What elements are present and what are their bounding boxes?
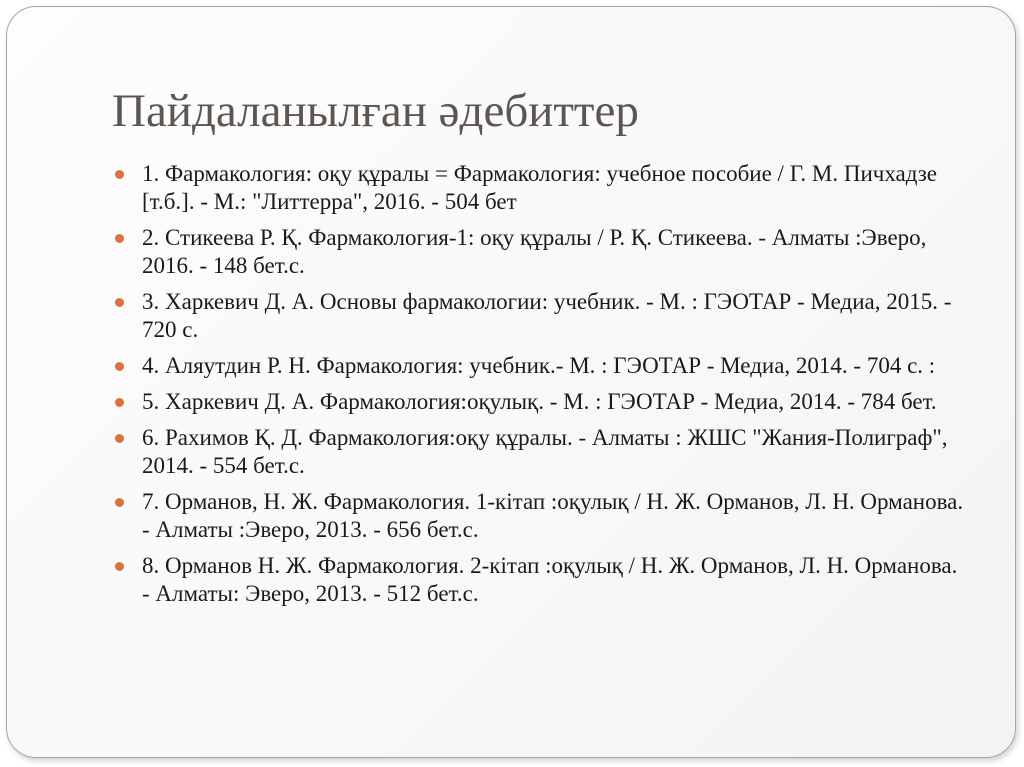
bullet-dot-icon: [115, 498, 124, 507]
reference-list: [108, 160, 968, 616]
reference-item-1: [108, 160, 968, 216]
reference-text: 1. Фармакология: оқу құралы = Фармакология: учебное пособие / Г. М. Пичхадзе [т.б.]. - М.: "Литтерра", 2016. - 504 бет: [142, 161, 938, 214]
bullet-dot-icon: [115, 362, 124, 371]
bullet-dot-icon: [115, 234, 124, 243]
reference-item-5: [108, 388, 968, 416]
reference-text: 8. Орманов Н. Ж. Фармакология. 2-кітап :оқулық / Н. Ж. Орманов, Л. Н. Орманова. - Алматы: Эверо, 2013. - 512 бет.с.: [142, 553, 958, 606]
reference-item-6: [108, 424, 968, 480]
reference-item-3: [108, 288, 968, 344]
bullet-dot-icon: [115, 170, 124, 179]
reference-text: 7. Орманов, Н. Ж. Фармакология. 1-кітап :оқулық / Н. Ж. Орманов, Л. Н. Орманова. - Алматы :Эверо, 2013. - 656 бет.с.: [142, 489, 964, 542]
bullet-dot-icon: [115, 398, 124, 407]
reference-item-2: [108, 224, 968, 280]
reference-text: 6. Рахимов Қ. Д. Фармакология:оқу құралы. - Алматы : ЖШС "Жания-Полиграф", 2014. - 554 бет.с.: [142, 425, 948, 478]
reference-text: 2. Стикеева Р. Қ. Фармакология-1: оқу құралы / Р. Қ. Стикеева. - Алматы :Эверо, 2016. - 148 бет.с.: [142, 225, 927, 278]
reference-text: 5. Харкевич Д. А. Фармакология:оқулық. - М. : ГЭОТАР - Медиа, 2014. - 784 бет.: [142, 389, 937, 414]
bullet-dot-icon: [115, 434, 124, 443]
reference-item-7: [108, 488, 968, 544]
bullet-dot-icon: [115, 298, 124, 307]
reference-item-4: [108, 352, 968, 380]
reference-text: 3. Харкевич Д. А. Основы фармакологии: учебник. - М. : ГЭОТАР - Медиа, 2015. - 720 с.: [142, 289, 952, 342]
reference-text: 4. Аляутдин Р. Н. Фармакология: учебник.- М. : ГЭОТАР - Медиа, 2014. - 704 с. :: [142, 353, 936, 378]
slide-title: Пайдаланылған әдебиттер: [112, 85, 639, 137]
reference-item-8: [108, 552, 968, 608]
bullet-dot-icon: [115, 562, 124, 571]
